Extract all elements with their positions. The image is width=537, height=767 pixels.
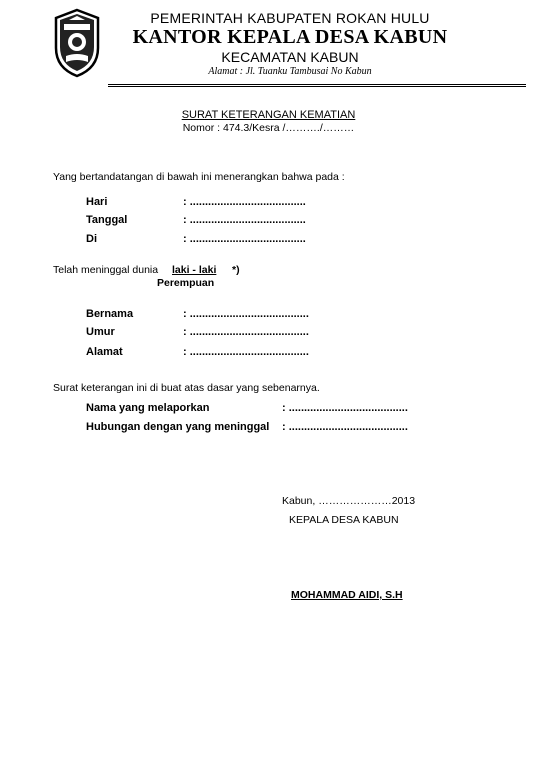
field-value-hari: : ...................................... xyxy=(183,196,306,208)
document-number: Nomor : 474.3/Kesra /………./……… xyxy=(182,122,355,134)
field-value-tanggal: : ...................................... xyxy=(183,214,306,226)
letterhead-district: KECAMATAN KABUN xyxy=(221,49,359,65)
field-label-relationship: Hubungan dengan yang meninggal xyxy=(86,421,270,433)
died-prefix: Telah meninggal dunia xyxy=(53,264,159,276)
signature-place-date: Kabun, …………………2013 xyxy=(282,495,416,507)
field-label-di: Di xyxy=(86,233,97,245)
field-value-relationship: : ....................................... xyxy=(282,421,408,433)
field-label-alamat: Alamat xyxy=(86,346,123,358)
field-value-umur: : ....................................... xyxy=(183,326,309,338)
gender-option-female: Perempuan xyxy=(157,277,215,289)
field-value-bernama: : ....................................... xyxy=(183,308,309,320)
field-label-umur: Umur xyxy=(86,326,115,338)
letterhead-government: PEMERINTAH KABUPATEN ROKAN HULU xyxy=(150,10,430,26)
field-value-di: : ...................................... xyxy=(183,233,306,245)
document-title: SURAT KETERANGAN KEMATIAN xyxy=(181,109,356,121)
regency-emblem-logo xyxy=(52,8,102,78)
field-value-alamat: : ....................................... xyxy=(183,346,309,358)
field-label-reporter-name: Nama yang melaporkan xyxy=(86,402,210,414)
intro-text: Yang bertandatangan di bawah ini menerangkan bahwa pada : xyxy=(53,171,345,183)
field-label-hari: Hari xyxy=(86,196,108,208)
letterhead-office: KANTOR KEPALA DESA KABUN xyxy=(132,26,448,48)
field-label-tanggal: Tanggal xyxy=(86,214,128,226)
gender-note: *) xyxy=(232,264,240,276)
field-value-reporter-name: : ....................................... xyxy=(282,402,408,414)
basis-text: Surat keterangan ini di buat atas dasar yang sebenarnya. xyxy=(53,382,320,394)
signatory-name: MOHAMMAD AIDI, S.H xyxy=(291,589,403,601)
letterhead-divider xyxy=(108,84,526,87)
field-label-bernama: Bernama xyxy=(86,308,134,320)
letterhead-address: Alamat : Jl. Tuanku Tambusai No Kabun xyxy=(208,66,372,77)
gender-option-male: laki - laki xyxy=(172,264,217,276)
signature-position: KEPALA DESA KABUN xyxy=(289,514,399,526)
